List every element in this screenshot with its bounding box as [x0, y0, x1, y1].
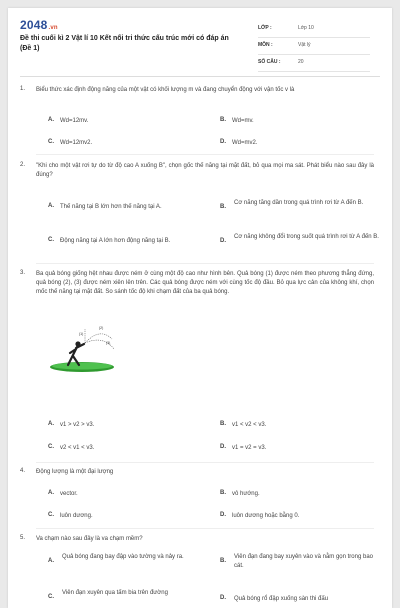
question-2: 2. "Khi cho một vật rơi tự do từ độ cao A xuống B", chọn gốc thế năng tại mặt đất, bỏ qua mọi ma sát. Phát biểu nào sau đây là đúng? A. Thế năng tại B lớn hơn thế năng tại A. B. Cơ năng tăng dần trong quá trình rơi từ A đến B. C. Động năng tại A lớn hơn động năng tại B. D. Cơ năng không đổi trong suốt quá trình rơi từ A đến B.	[20, 162, 379, 244]
throwing-figure-illustration	[48, 325, 118, 373]
question-text: Va chạm nào sau đây là va chạm mềm?	[36, 536, 143, 542]
meta-row-class	[258, 21, 370, 38]
question-text: Biểu thức xác định động năng của một vật có khối lượng m và đang chuyển động với vận tốc v là	[36, 87, 295, 93]
document-title: Đề thi cuối kì 2 Vật lí 10 Kết nối tri thức cấu trúc mới có đáp án (Đề 1)	[20, 35, 229, 52]
meta-row-count	[258, 55, 370, 72]
divider	[36, 528, 374, 529]
question-3: 3. Ba quả bóng giống hệt nhau được ném ở cùng một độ cao như hình bên. Quả bóng (1) được ném theo phương thẳng đứng, quả bóng (2), (3) được ném xiên lên trên. Các quả bóng được ném với cùng tốc độ đầu. Bỏ qua lực cản của không khí, chọn mốc thế năng tại mặt đất. So sánh tốc độ khi chạm đất của ba quả bóng. (1) (2) (3) A. v1 > v2 > v3. B. v1 < v2 < v3. C. v2 < v1 < v3. D. v1 = v2 = v3.	[20, 270, 374, 451]
question-1: 1. Biểu thức xác định động năng của một vật có khối lượng m và đang chuyển động với vận tốc v là A. Wd=12mv. B. Wd=mv. C. Wd=12mv2. D. Wd=mv2.	[20, 86, 380, 146]
meta-key: SỐ CÂU :	[258, 59, 281, 65]
divider	[36, 462, 374, 463]
meta-value: 20	[298, 59, 304, 65]
question-text: "Khi cho một vật rơi tự do từ độ cao A xuống B", chọn gốc thế năng tại mặt đất, bỏ qua mọi ma sát. Phát biểu nào sau đây là đúng?	[36, 163, 374, 178]
question-number: 4.	[20, 468, 26, 474]
trajectory-label-1: (1)	[79, 332, 84, 336]
trajectory-label-2: (2)	[99, 326, 104, 330]
question-number: 2.	[20, 162, 26, 168]
question-number: 5.	[20, 535, 26, 541]
meta-key: LỚP :	[258, 25, 272, 31]
meta-row-subject	[258, 38, 370, 55]
question-text: Ba quả bóng giống hệt nhau được ném ở cùng một độ cao như hình bên. Quả bóng (1) được ném theo phương thẳng đứng, quả bóng (2), (3) được ném xiên lên trên. Các quả bóng được ném với cùng tốc độ đầu. Bỏ qua lực cản của không khí, chọn mốc thế năng tại mặt đất. So sánh tốc độ khi chạm đất của ba quả bóng.	[36, 271, 374, 295]
divider	[36, 154, 374, 155]
header	[20, 18, 380, 74]
meta-value: Lớp 10	[298, 25, 314, 31]
question-text: Động lượng là một đại lượng	[36, 469, 114, 475]
meta-key: MÔN :	[258, 42, 273, 48]
question-number: 1.	[20, 86, 26, 92]
meta-table	[258, 21, 370, 72]
question-4: 4. Động lượng là một đại lượng A. vector. B. vô hướng. C. luôn dương. D. luôn dương hoặc bằng 0.	[20, 468, 380, 528]
document-page	[8, 8, 392, 608]
meta-value: Vật lý	[298, 42, 311, 48]
site-logo[interactable]: 2048.vn	[20, 18, 58, 32]
question-5: 5. Va chạm nào sau đây là va chạm mềm? A. Quả bóng đang bay đập vào tường và nảy ra. B. Viên đạn đang bay xuyên vào và nằm gọn trong bao cát. C. Viên đạn xuyên qua tấm bia trên đường D. Quả bóng rổ đập xuống sàn thi đấu	[20, 535, 373, 602]
trajectory-label-3: (3)	[106, 341, 111, 345]
question-number: 3.	[20, 270, 26, 276]
divider	[36, 263, 374, 264]
header-divider	[20, 76, 380, 77]
